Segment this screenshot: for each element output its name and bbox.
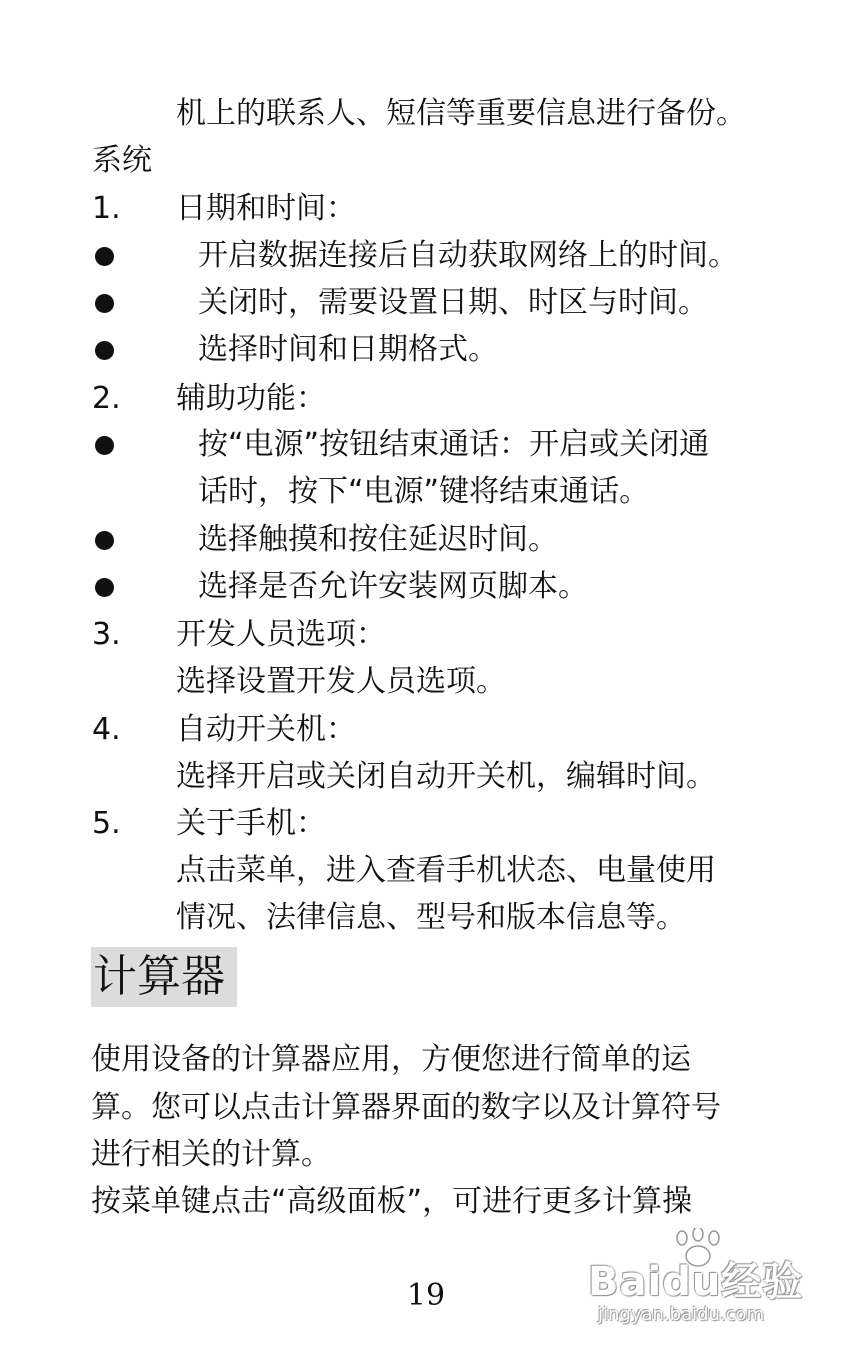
item-title: 自动开关机： bbox=[176, 712, 356, 747]
bullet-text: 关闭时，需要设置日期、时区与时间。 bbox=[198, 285, 708, 320]
item-title: 开发人员选项： bbox=[176, 617, 386, 652]
item-title: 关于手机： bbox=[176, 806, 326, 841]
item-description: 点击菜单，进入查看手机状态、电量使用 bbox=[176, 853, 716, 888]
bullet-dot bbox=[95, 341, 114, 360]
paragraph-line: 按菜单键点击“高级面板”，可进行更多计算操 bbox=[91, 1184, 693, 1219]
page-number: 19 bbox=[406, 1278, 446, 1313]
bullet-dot bbox=[95, 531, 114, 550]
item-number: 2. bbox=[92, 381, 121, 416]
section-title: 系统 bbox=[92, 143, 152, 178]
item-title: 辅助功能： bbox=[176, 381, 326, 416]
item-description: 选择开启或关闭自动开关机，编辑时间。 bbox=[176, 759, 716, 794]
item-title: 日期和时间： bbox=[176, 191, 356, 226]
bullet-text: 选择触摸和按住延迟时间。 bbox=[198, 522, 558, 557]
bullet-dot bbox=[95, 578, 114, 597]
bullet-text: 选择时间和日期格式。 bbox=[198, 332, 498, 367]
paragraph-line: 使用设备的计算器应用，方便您进行简单的运 bbox=[91, 1042, 691, 1077]
item-number: 3. bbox=[92, 617, 121, 652]
bullet-dot bbox=[95, 436, 114, 455]
watermark-logo-text: Baidu经验 bbox=[588, 1259, 804, 1305]
paragraph-line: 算。您可以点击计算器界面的数字以及计算符号 bbox=[91, 1090, 721, 1125]
bullet-text: 选择是否允许安装网页脚本。 bbox=[198, 569, 588, 604]
calculator-heading: 计算器 bbox=[91, 947, 237, 1007]
item-number: 1. bbox=[92, 191, 121, 226]
item-description: 选择设置开发人员选项。 bbox=[176, 664, 506, 699]
bullet-dot bbox=[95, 294, 114, 313]
bullet-dot bbox=[95, 247, 114, 266]
watermark-url: jingyan.baidu.com bbox=[598, 1304, 765, 1325]
bullet-text: 开启数据连接后自动获取网络上的时间。 bbox=[198, 238, 738, 273]
paragraph-line: 进行相关的计算。 bbox=[91, 1137, 331, 1172]
item-number: 5. bbox=[92, 806, 121, 841]
watermark bbox=[588, 1228, 808, 1338]
bullet-text: 按“电源”按钮结束通话：开启或关闭通 bbox=[198, 427, 710, 462]
item-description-continued: 情况、法律信息、型号和版本信息等。 bbox=[176, 900, 686, 935]
intro-line: 机上的联系人、短信等重要信息进行备份。 bbox=[176, 96, 746, 131]
item-number: 4. bbox=[92, 712, 121, 747]
bullet-text-continued: 话时，按下“电源”键将结束通话。 bbox=[198, 474, 650, 509]
